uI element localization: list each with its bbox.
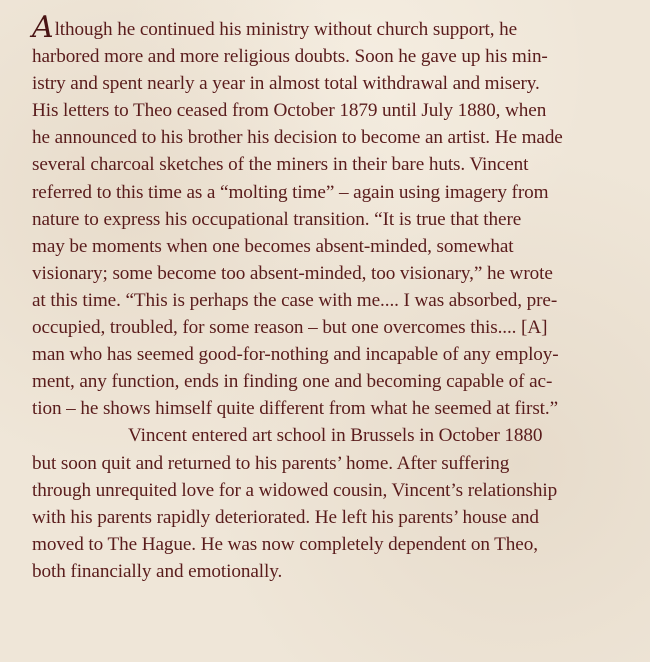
drop-cap: A <box>32 10 54 45</box>
text-line: Vincent entered art school in Brussels in October 1880 <box>128 425 543 447</box>
text-line: occupied, troubled, for some reason – but one overcomes this.... [A] <box>32 317 548 339</box>
text-line: harbored more and more religious doubts. Soon he gave up his min- <box>32 46 548 68</box>
text-line: both financially and emotionally. <box>32 560 283 582</box>
text-line: with his parents rapidly deteriorated. He left his parents’ house and <box>32 506 539 528</box>
text-line: Although he continued his ministry without church support, he <box>32 10 518 45</box>
text-line: ment, any function, ends in finding one and becoming capable of ac- <box>32 371 553 393</box>
text-line: man who has seemed good-for-nothing and incapable of any employ- <box>32 344 559 366</box>
text-line: referred to this time as a “molting time” – again using imagery from <box>32 181 549 203</box>
text-line: nature to express his occupational transition. “It is true that there <box>32 208 522 230</box>
text-line: tion – he shows himself quite different from what he seemed at first.” <box>32 398 559 420</box>
body-text <box>32 10 642 585</box>
text-line: visionary; some become too absent-minded, too visionary,” he wrote <box>32 262 553 284</box>
text-line: several charcoal sketches of the miners in their bare huts. Vincent <box>32 154 529 176</box>
text-line: he announced to his brother his decision to become an artist. He made <box>32 127 563 149</box>
text-line: through unrequited love for a widowed cousin, Vincent’s relationship <box>32 479 558 501</box>
paragraph-1 <box>32 10 642 422</box>
text-line: at this time. “This is perhaps the case with me.... I was absorbed, pre- <box>32 289 558 311</box>
paragraph-2 <box>32 422 642 585</box>
text-line: but soon quit and returned to his parents’ home. After suffering <box>32 452 510 474</box>
text-line: may be moments when one becomes absent-minded, somewhat <box>32 235 514 257</box>
text-line: istry and spent nearly a year in almost total withdrawal and misery. <box>32 73 540 95</box>
text-line: His letters to Theo ceased from October 1879 until July 1880, when <box>32 100 547 122</box>
text-line: moved to The Hague. He was now completely dependent on Theo, <box>32 533 538 555</box>
